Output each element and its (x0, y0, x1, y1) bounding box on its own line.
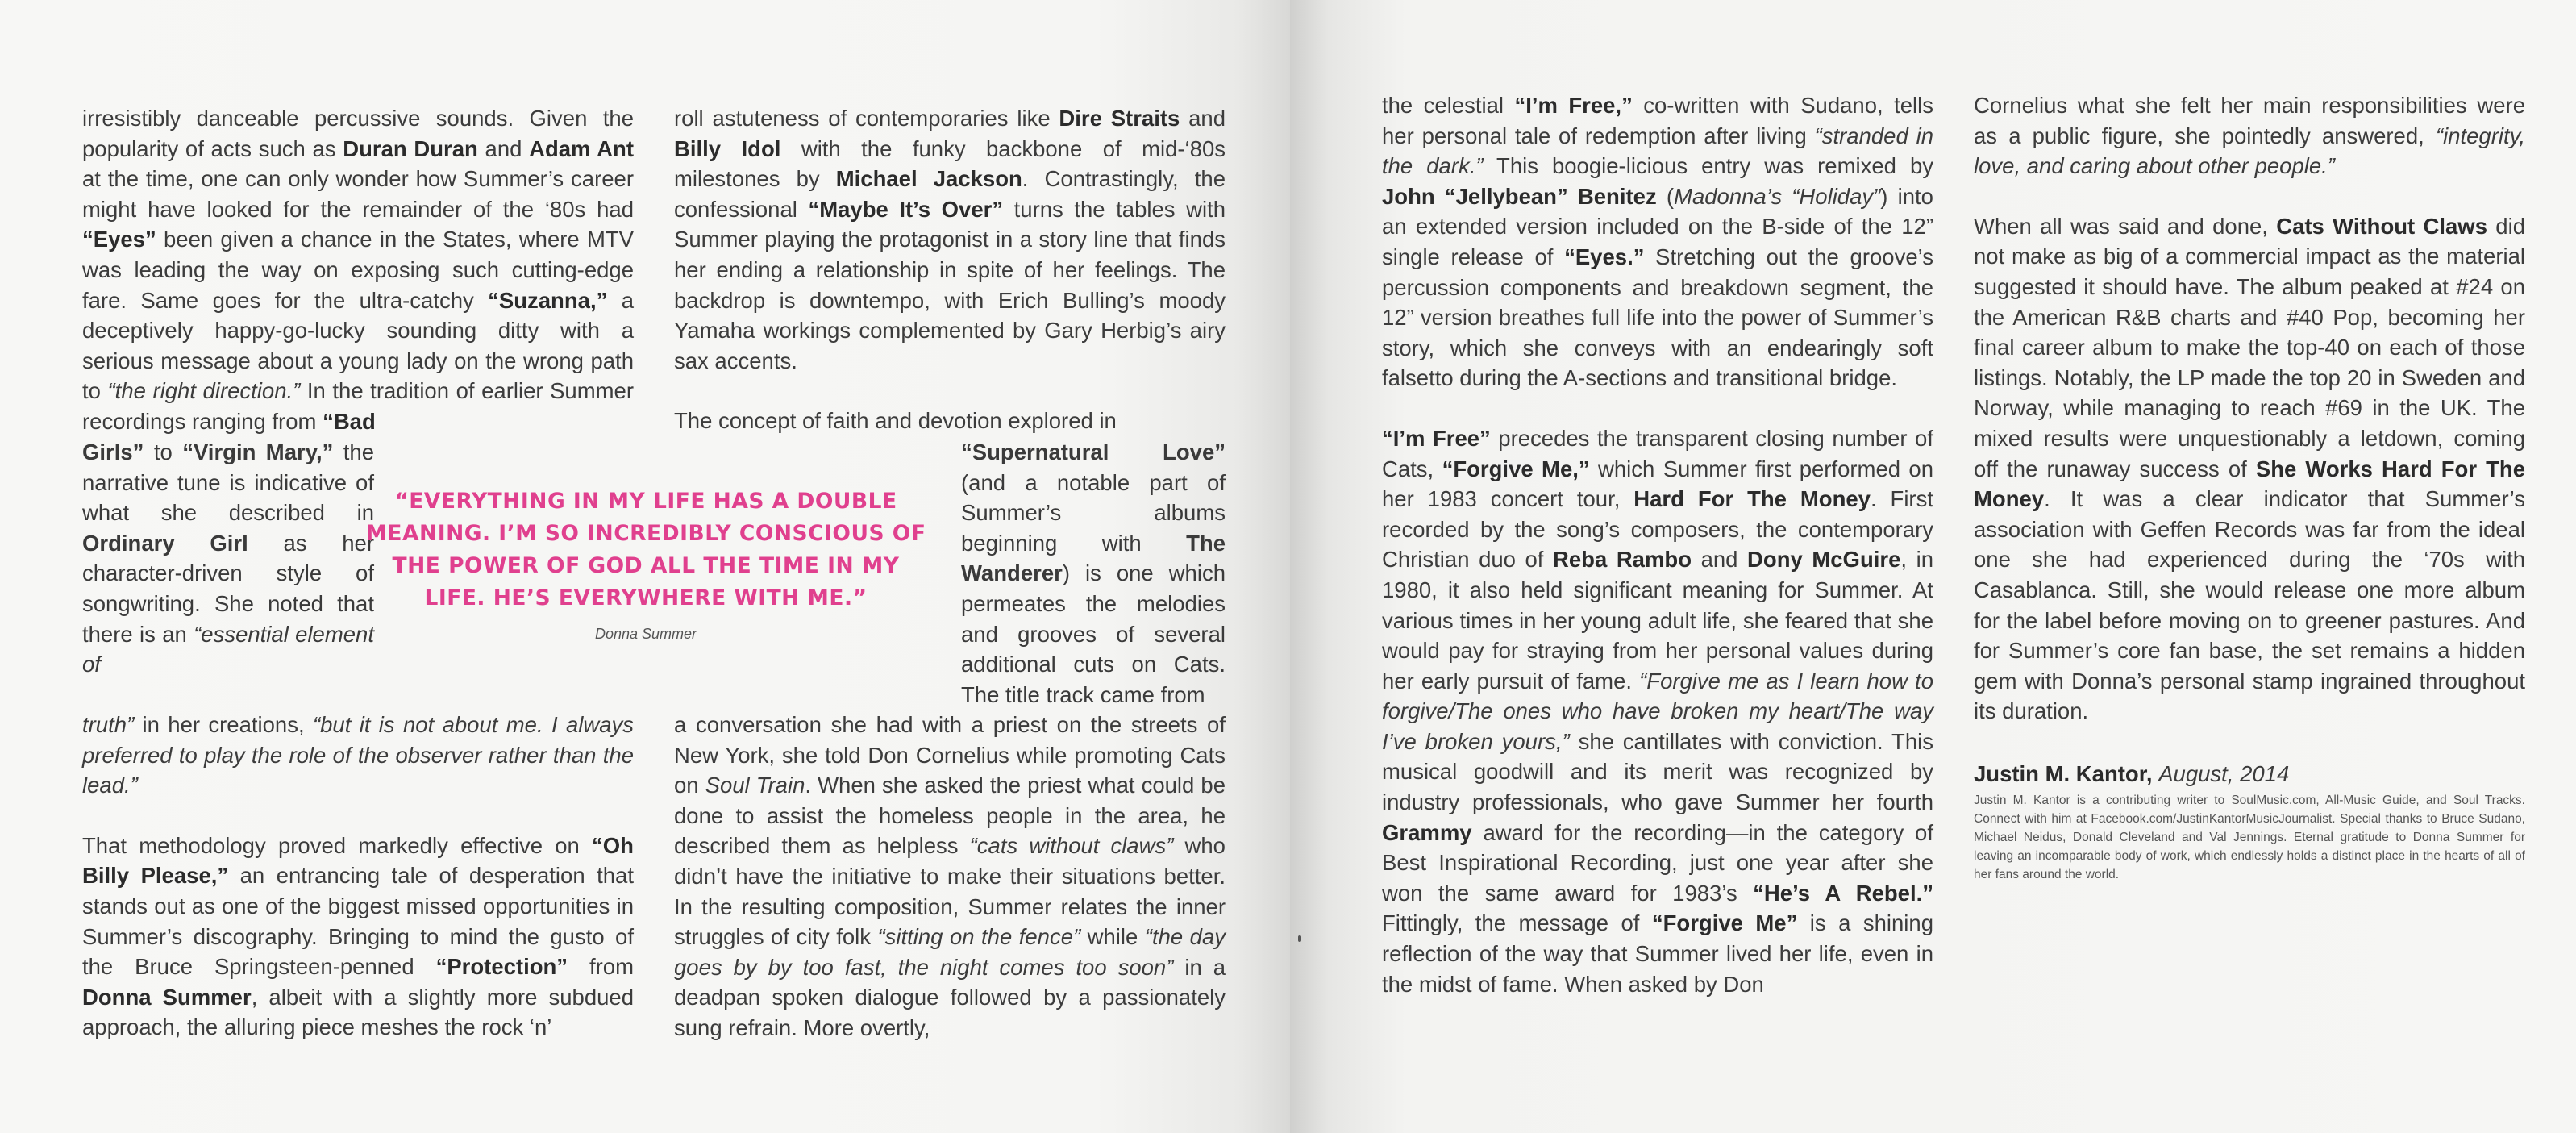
text-run: is a shining reflection of the way that Summer lived her life, even in the midst of fame. When asked by Don (1382, 910, 1933, 997)
bold-text: “Supernatural Love” (961, 439, 1226, 464)
bold-text: “Forgive Me,” (1442, 456, 1590, 481)
bold-text: John “Jellybean” Benitez (1382, 183, 1657, 209)
paragraph (1974, 90, 2525, 181)
bold-text: Michael Jackson (835, 166, 1022, 192)
column-1-continued (82, 710, 634, 1043)
column-1 (82, 103, 634, 437)
text-run: to (144, 439, 183, 464)
text-run: . First recorded by the song’s composers, the contemporary Christian duo of (1382, 486, 1933, 573)
paragraph (82, 710, 634, 801)
author-name: Justin M. Kantor, (1974, 760, 2153, 786)
text-run: which Summer first performed on her 1983 concert tour, (1382, 456, 1934, 512)
pull-quote-author: Donna Summer (594, 626, 697, 642)
bold-text: “Bad (323, 408, 376, 434)
text-run: , in 1980, it also held significant meaning for Summer. At various times in her young adult life, she feared that she would pay for straying from her personal values during her early pursuit of fame. (1382, 547, 1933, 694)
italic-text: “the day goes by by too fast, the night comes too soon” (674, 924, 1226, 980)
italic-text: Soul Train (705, 773, 805, 798)
bold-text: Cats Without Claws (2276, 213, 2487, 239)
column-2 (674, 103, 1226, 436)
text-run: That methodology proved markedly effective on (82, 832, 593, 858)
text-run: . When she asked the priest what could be done to assist the homeless people in the area, he described them as helpless (674, 773, 1226, 859)
text-run: In the tradition of earlier Summer recordings ranging from (82, 378, 634, 434)
text-run: ( (1656, 183, 1675, 209)
bold-text: “Eyes.” (1564, 244, 1645, 269)
bold-text: Ordinary Girl (82, 530, 248, 556)
text-run: the narrative tune is indicative of what she described in (82, 439, 374, 526)
text-run: who didn’t have the initiative to make their situations better. In the resulting composition, Summer relates the inner struggles of city folk (674, 833, 1226, 950)
pull-quote-text: “EVERYTHING IN MY LIFE HAS A DOUBLE MEANING. I’M SO INCREDIBLY CONSCIOUS OF THE POWER OF GOD ALL THE TIME IN MY LIFE. HE’S EVERYWHERE WITH ME.” (365, 489, 926, 610)
paragraph (1974, 211, 2525, 727)
bold-text: Girls” (82, 439, 144, 464)
italic-text: “Forgive me as I learn how to forgive/The ones who have broken my heart/The way I’ve broken yours,” (1382, 668, 1933, 754)
italic-text: Madonna’s “Holiday” (1674, 183, 1881, 209)
text-run: award for the recording—in the category of Best Inspirational Recording, just one year after she won the same award for 1983’s (1382, 819, 1933, 906)
column-4 (1974, 90, 2525, 884)
spine-mark (1298, 935, 1301, 942)
text-run: as her character-driven style of songwriting. She noted that there is an (82, 530, 374, 647)
bold-text: “I’m Free,” (1514, 93, 1633, 118)
author-bio: Justin M. Kantor is a contributing writer to SoulMusic.com, All-Music Guide, and Soul Tracks. Connect with him at Facebook.com/JustinKantorMusicJournalist. Special thanks to Bruce Sudano, Michael Neidus, Donald Cleveland and Val Jennings. Eternal gratitude to Donna Summer for leaving an incomparable body of work, which endlessly holds a distinct place in the hearts of all of her fans around the world. (1974, 793, 2525, 881)
paragraph (674, 710, 1226, 1043)
paragraph (1382, 423, 1933, 999)
bold-text: “Virgin Mary,” (182, 439, 334, 464)
right-page (1290, 0, 2576, 1133)
paragraph (674, 103, 1226, 376)
text-run: ) is one which permeates the melodies and grooves of several additional cuts on Cats. The title track came from (961, 560, 1226, 707)
text-run: in her creations, (134, 712, 313, 737)
text-run: This boogie-licious entry was remixed by (1483, 153, 1933, 179)
column-1-wrap (82, 437, 374, 680)
column-2-wrap (961, 437, 1226, 710)
text-run: at the time, one can only wonder how Summer’s career might have looked for the remainder of the ‘80s had (82, 166, 634, 222)
text-run: The concept of faith and devotion explored in (674, 408, 1117, 434)
italic-text: “stranded in the dark.” (1382, 123, 1933, 179)
text-run: When all was said and done, (1974, 213, 2277, 239)
bold-text: Duran Duran (343, 135, 478, 161)
text-run: (and a notable part of Summer’s albums beginning with (961, 469, 1226, 556)
text-run: roll astuteness of contemporaries like (674, 106, 1059, 131)
bold-text: Adam Ant (529, 135, 635, 161)
text-run: while (1080, 924, 1145, 950)
italic-text: “sitting on the fence” (877, 924, 1081, 950)
text-run: a deceptively happy-go-lucky sounding ditty with a serious message about a young lady on the wrong path to (82, 287, 634, 404)
bold-text: Billy Idol (674, 135, 781, 161)
paragraph-wrap (82, 437, 374, 680)
text-run: co-written with Sudano, tells her personal tale of redemption after living (1382, 93, 1933, 148)
italic-text: “the right direction.” (107, 378, 301, 404)
italic-text: “essential element of (82, 621, 374, 677)
text-run: and (1692, 547, 1748, 573)
bold-text: Dony McGuire (1747, 547, 1901, 573)
text-run: from (568, 954, 634, 980)
text-run: been given a chance in the States, where MTV was leading the way on exposing such cutting-edge fare. Same goes for the ultra-catchy (82, 227, 634, 313)
text-run: precedes the transparent closing number of Cats, (1382, 425, 1933, 481)
bold-text: “Protection” (435, 954, 568, 980)
author-date: August, 2014 (2158, 760, 2290, 786)
text-run: , albeit with a slightly more subdued approach, the alluring piece meshes the rock ‘n’ (82, 984, 635, 1040)
bold-text: “He’s A Rebel.” (1753, 880, 1933, 906)
text-run: in a deadpan spoken dialogue followed by a passionately sung refrain. More overtly, (674, 954, 1226, 1040)
paragraph (674, 406, 1226, 436)
bold-text: “Forgive Me” (1651, 910, 1798, 936)
bold-text: “Eyes” (82, 227, 156, 252)
bold-text: She Works Hard For The Money (1974, 456, 2525, 512)
text-run: . It was a clear indicator that Summer’s association with Geffen Records was far from the ideal one she had experienced during the ‘70s with Casablanca. Still, she would release one more album for the label before moving on to greener pastures. And for Summer’s core fan base, the set remains a hidden gem with Donna’s personal stamp ingrained throughout its duration. (1974, 486, 2525, 724)
text-run: with the funky backbone of mid-‘80s milestones by (674, 135, 1226, 192)
text-run: Fittingly, the message of (1382, 910, 1652, 936)
bold-text: Donna Summer (82, 984, 252, 1010)
text-run: she cantillates with conviction. This musical goodwill and its merit was recognized by industry professionals, who gave Summer her fourth (1382, 728, 1933, 815)
italic-text: truth” (82, 712, 135, 737)
bold-text: The Wanderer (961, 530, 1226, 586)
bold-text: “Maybe It’s Over” (808, 196, 1004, 222)
bold-text: Reba Rambo (1553, 547, 1692, 573)
italic-text: “integrity, love, and caring about other people.” (1974, 123, 2525, 179)
bold-text: Hard For The Money (1633, 486, 1871, 512)
bold-text: Grammy (1382, 819, 1472, 845)
text-run: turns the tables with Summer playing the protagonist in a story line that finds her ending a relationship in spite of her feelings. The backdrop is downtempo, with Erich Bulling’s moody Yamaha workings complemented by Gary Herbig’s airy sax accents. (674, 196, 1226, 373)
text-run: . Contrastingly, the confessional (674, 166, 1226, 222)
text-run: the celestial (1382, 93, 1515, 118)
column-2-continued (674, 710, 1226, 1043)
text-run: ) into an extended version included on the B-side of the 12” single release of (1382, 183, 1933, 269)
text-run: an entrancing tale of desperation that stands out as one of the biggest missed opportunities in Summer’s discography. Bringing to mind the gusto of the Bruce Springsteen-penned (82, 863, 634, 980)
text-run: a conversation she had with a priest on the streets of New York, she told Don Cornelius while promoting Cats on (674, 712, 1226, 798)
italic-text: “cats without claws” (969, 833, 1174, 859)
paragraph-wrap (961, 437, 1226, 710)
column-3 (1382, 90, 1933, 999)
text-run: and (477, 135, 530, 161)
text-run: Stretching out the groove’s percussion components and breakdown segment, the 12” version breathes full life into the power of Summer’s story, which she conveys with an endearingly soft falsetto during the A-sections and transitional bridge. (1382, 244, 1933, 391)
text-run: did not make as big of a commercial impact as the material suggested it should have. The album peaked at #24 on the American R&B charts and #40 Pop, becoming her final career album to make the top-40 on each of those listings. Notably, the LP made the top 20 in Sweden and Norway, while managing to reach #69 in the UK. The mixed results were unquestionably a letdown, coming off the runaway success of (1974, 213, 2526, 481)
text-run: Cornelius what she felt her main responsibilities were as a public figure, she pointedly answered, (1974, 93, 2525, 148)
italic-text: “but it is not about me. I always preferred to play the role of the observer rather than the lead.” (82, 712, 634, 798)
bold-text: “Suzanna,” (488, 287, 608, 313)
bold-text: “Oh Billy Please,” (82, 832, 634, 889)
text-run: and (1180, 106, 1226, 131)
author-line (1974, 760, 2525, 788)
bold-text: Dire Straits (1059, 106, 1180, 131)
bold-text: “I’m Free” (1382, 425, 1491, 451)
paragraph (82, 103, 634, 437)
paragraph (1382, 90, 1933, 394)
author-signature (1974, 760, 2525, 884)
paragraph (82, 831, 634, 1043)
pull-quote (360, 485, 932, 643)
text-run: irresistibly danceable percussive sounds. Given the popularity of acts such as (82, 106, 634, 161)
